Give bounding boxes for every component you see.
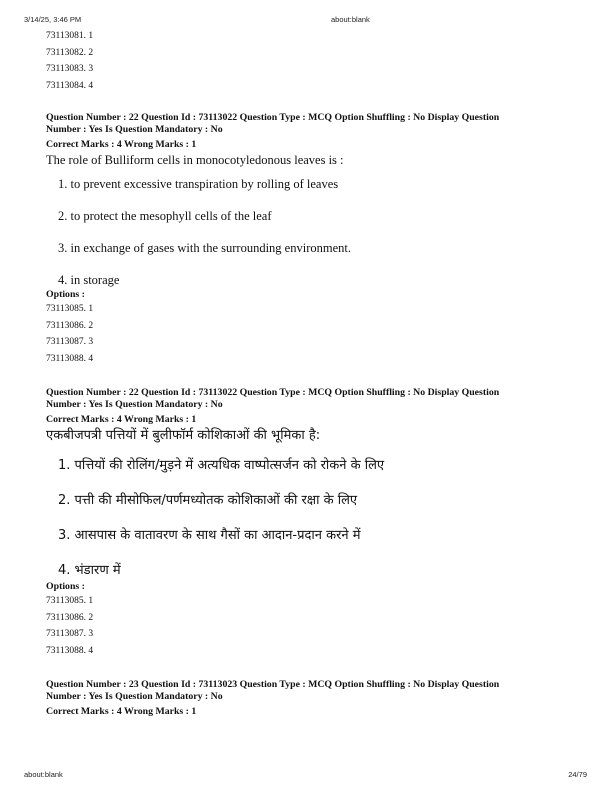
option-id: 73113082. 2 — [46, 47, 94, 58]
option-id: 73113087. 3 — [46, 629, 94, 639]
choice-3: 3. आसपास के वातावरण के साथ गैसों का आदान-प्रदान करने में — [58, 528, 361, 543]
choice-2: 2. पत्ती की मीसोफिल/पर्णमध्योतक कोशिकाओं की रक्षा के लिए — [58, 493, 358, 508]
question-meta-cont: Number : Yes Is Question Mandatory : No — [46, 124, 223, 135]
option-id: 73113086. 2 — [46, 612, 94, 623]
print-url: about:blank — [331, 15, 370, 24]
option-id: 73113087. 3 — [46, 337, 94, 347]
option-id: 73113085. 1 — [46, 304, 94, 314]
question-meta: Question Number : 22 Question Id : 73113022 Question Type : MCQ Option Shuffling : No Display Question — [46, 112, 500, 123]
print-datetime: 3/14/25, 3:46 PM — [24, 15, 82, 24]
page-number: 24/79 — [568, 770, 587, 779]
options-label: Options : — [46, 581, 85, 592]
choice-1: 1. to prevent excessive transpiration by rolling of leaves — [58, 177, 339, 191]
choice-4: 4. भंडारण में — [58, 563, 121, 578]
option-id: 73113086. 2 — [46, 320, 94, 331]
question-marks: Correct Marks : 4 Wrong Marks : 1 — [46, 414, 197, 425]
option-id: 73113083. 3 — [46, 64, 94, 74]
question-text: एकबीजपत्री पत्तियों में बुलीफॉर्म कोशिकाओं की भूमिका है: — [46, 428, 321, 443]
question-text: The role of Bulliform cells in monocotyledonous leaves is : — [46, 153, 344, 167]
option-id: 73113088. 4 — [46, 353, 94, 364]
question-marks: Correct Marks : 4 Wrong Marks : 1 — [46, 139, 197, 150]
question-22-hindi — [46, 387, 566, 659]
question-marks: Correct Marks : 4 Wrong Marks : 1 — [46, 706, 197, 717]
prev-options-list — [46, 28, 566, 94]
question-meta-cont: Number : Yes Is Question Mandatory : No — [46, 691, 223, 702]
question-meta: Question Number : 22 Question Id : 73113022 Question Type : MCQ Option Shuffling : No Display Question — [46, 387, 500, 398]
choice-3: 3. in exchange of gases with the surrounding environment. — [58, 241, 351, 255]
option-id: 73113088. 4 — [46, 645, 94, 656]
choice-1: 1. पत्तियों की रोलिंग/मुड़ने में अत्यधिक वाष्पोत्सर्जन को रोकने के लिए — [58, 458, 385, 473]
option-id: 73113084. 4 — [46, 80, 94, 91]
question-23 — [46, 679, 566, 718]
option-id: 73113085. 1 — [46, 596, 94, 606]
option-id: 73113081. 1 — [46, 31, 94, 41]
question-meta-cont: Number : Yes Is Question Mandatory : No — [46, 399, 223, 410]
choice-4: 4. in storage — [58, 273, 120, 287]
question-22-english — [46, 112, 566, 367]
document-body — [46, 28, 566, 718]
question-meta: Question Number : 23 Question Id : 73113023 Question Type : MCQ Option Shuffling : No Display Question — [46, 679, 500, 690]
choice-2: 2. to protect the mesophyll cells of the leaf — [58, 209, 272, 223]
options-label: Options : — [46, 289, 85, 300]
footer-url: about:blank — [24, 770, 63, 779]
